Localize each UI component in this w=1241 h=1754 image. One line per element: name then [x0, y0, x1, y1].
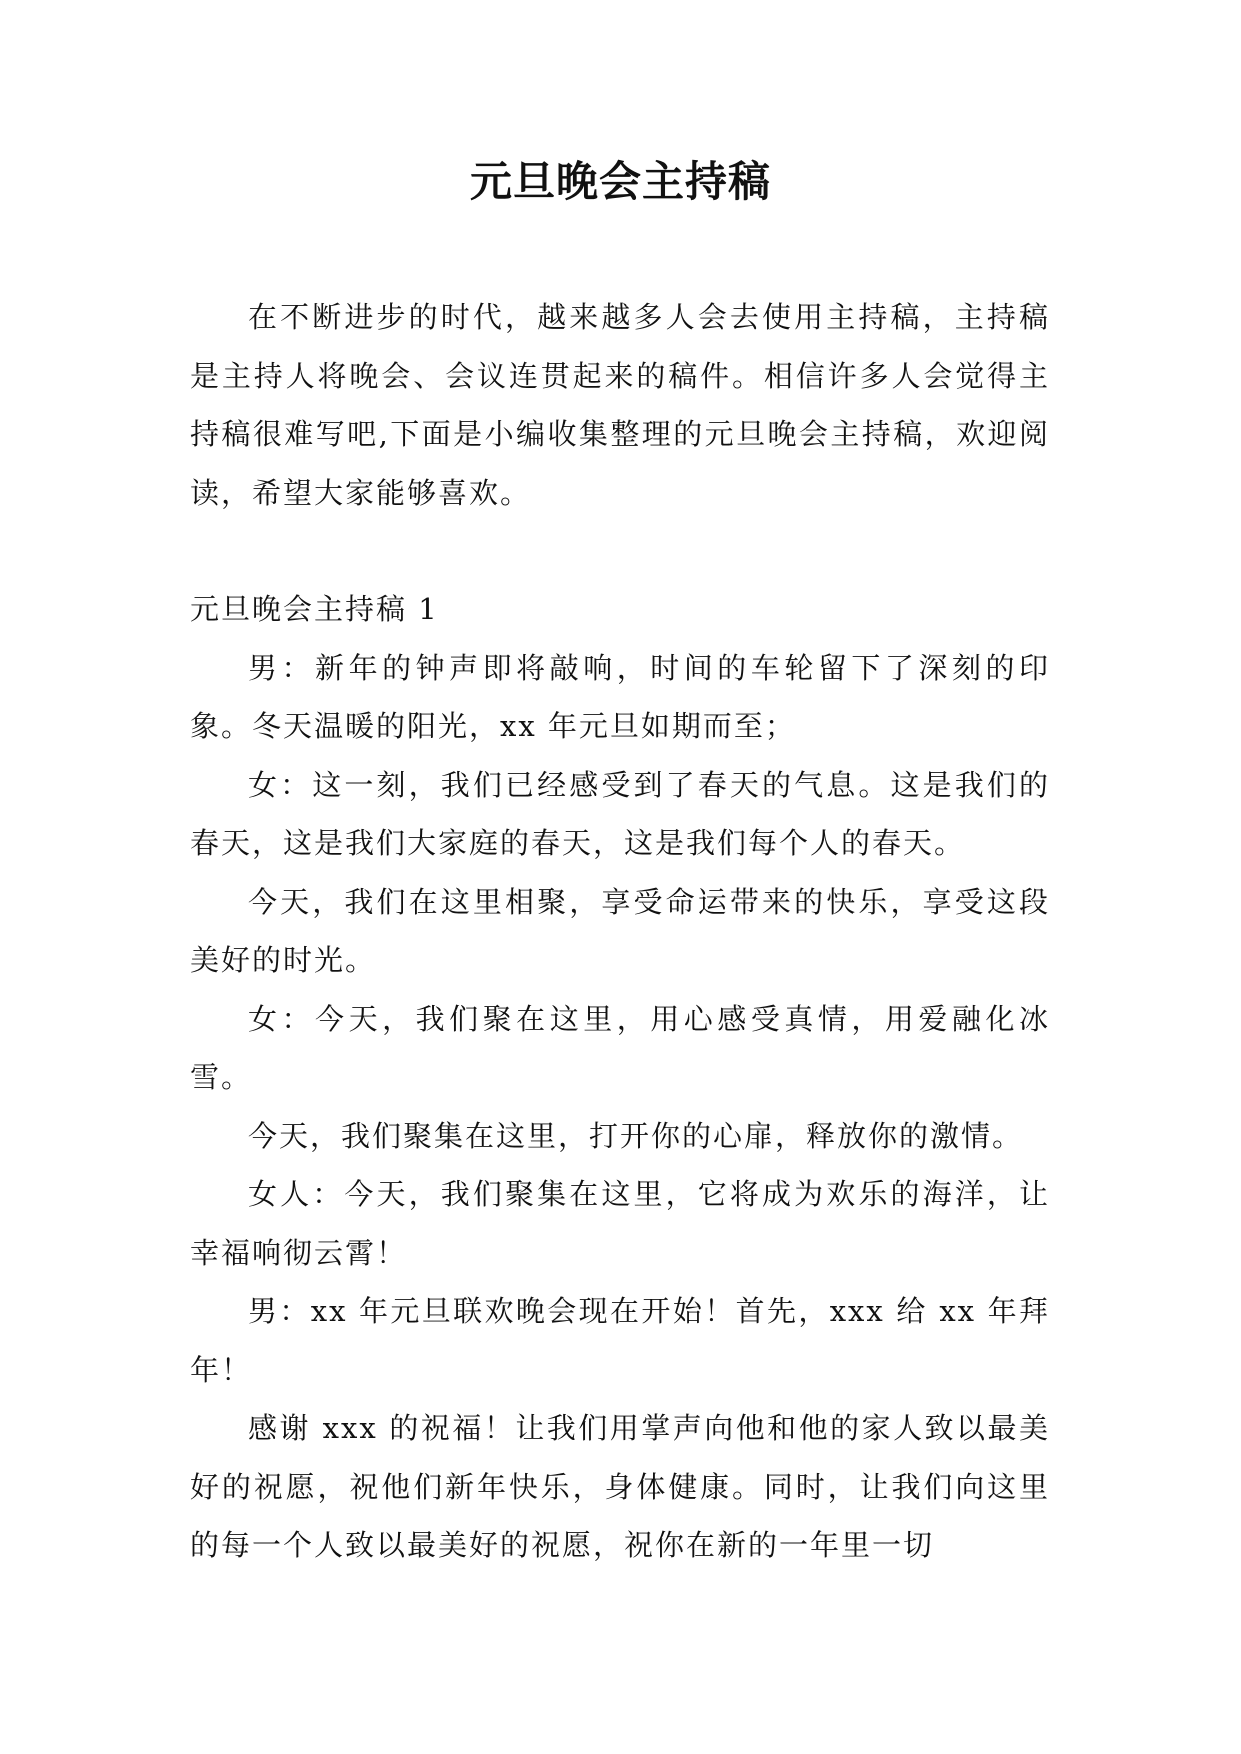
- paragraph: 女：这一刻，我们已经感受到了春天的气息。这是我们的春天，这是我们大家庭的春天，这是我们每个人的春天。: [190, 767, 1050, 860]
- document-title: 元旦晚会主持稿: [469, 157, 771, 206]
- intro-paragraph: 在不断进步的时代，越来越多人会去使用主持稿，主持稿是主持人将晚会、会议连贯起来的稿件。相信许多人会觉得主持稿很难写吧,下面是小编收集整理的元旦晚会主持稿，欢迎阅读，希望大家能够喜欢。: [190, 300, 1050, 510]
- section-heading: 元旦晚会主持稿 1: [190, 592, 439, 626]
- paragraph: 今天，我们聚集在这里，打开你的心扉，释放你的激情。: [248, 1118, 1024, 1153]
- paragraph: 男：新年的钟声即将敲响，时间的车轮留下了深刻的印象。冬天温暖的阳光，xx 年元旦如期而至；: [190, 650, 1050, 743]
- paragraph: 女人：今天，我们聚集在这里，它将成为欢乐的海洋，让幸福响彻云霄！: [190, 1177, 1050, 1270]
- paragraph: 感谢 xxx 的祝福！让我们用掌声向他和他的家人致以最美好的祝愿，祝他们新年快乐，身体健康。同时，让我们向这里的每一个人致以最美好的祝愿，祝你在新的一年里一切: [190, 1411, 1050, 1562]
- paragraph: 今天，我们在这里相聚，享受命运带来的快乐，享受这段美好的时光。: [190, 884, 1050, 977]
- paragraph: 男：xx 年元旦联欢晚会现在开始！首先，xxx 给 xx 年拜年！: [190, 1294, 1050, 1387]
- paragraph: 女：今天，我们聚在这里，用心感受真情，用爱融化冰雪。: [190, 1001, 1050, 1094]
- document-body: [190, 288, 1050, 1575]
